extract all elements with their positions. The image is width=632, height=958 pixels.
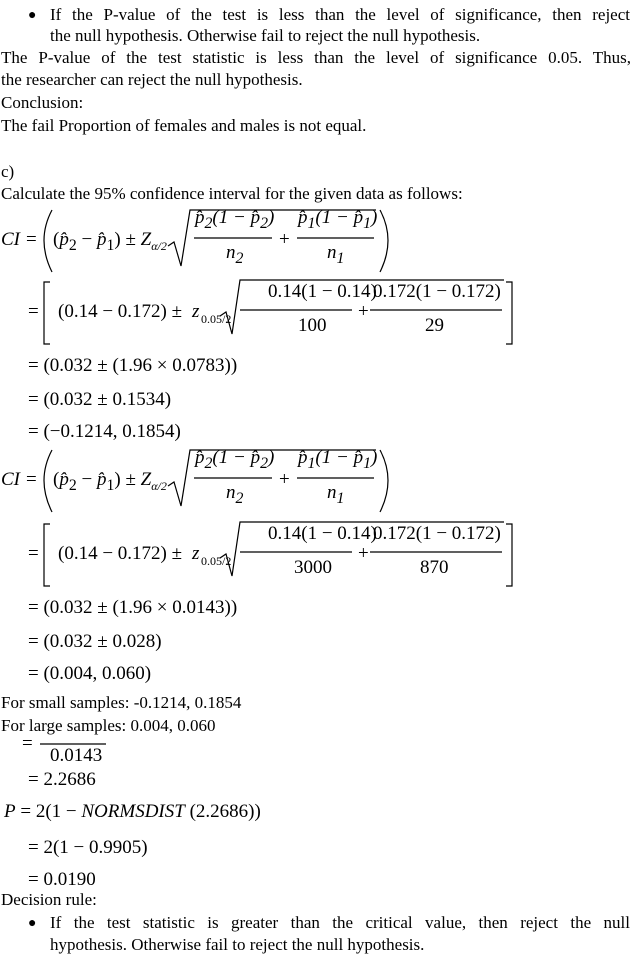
numerator-1: 0.14(1 − 0.14) (268, 281, 377, 302)
z-denominator: 0.0143 (50, 745, 103, 766)
ci-symbol: CI (1, 229, 20, 250)
p-expression: = 2(1 − (20, 801, 82, 822)
bullet-text-line: If the P-value of the test is less than the level of significance, then reject (50, 5, 630, 24)
large-step-2: = (0.032 ± 0.028) (28, 631, 162, 652)
numerator-1: $p̂_1(1$ − $p̂_1$) (298, 207, 378, 232)
diff-term: (0.14 − 0.172) ± (58, 543, 183, 564)
large-step-1: = (0.032 ± (1.96 × 0.0143)) (28, 597, 238, 618)
paragraph-line: The P-value of the test statistic is less than the level of significance 0.05. Thus, (1, 48, 631, 67)
numerator-2: 0.172(1 − 0.172) (373, 523, 501, 544)
denominator-2: 29 (425, 315, 444, 336)
part-label: c) (1, 162, 15, 181)
summary-large: For large samples: 0.004, 0.060 (1, 716, 216, 735)
numerator-1: 0.14(1 − 0.14) (268, 523, 377, 544)
denominator-2: $n_2$ (226, 242, 244, 267)
p-step-1: = 2(1 − 0.9905) (28, 837, 148, 858)
decision-label: Decision rule: (1, 890, 97, 909)
p-symbol: P (4, 801, 16, 822)
z-subscript: 0.05/2 (201, 312, 232, 326)
bullet-text-line: hypothesis. Otherwise fail to reject the null hypothesis. (50, 935, 425, 954)
document-page: ● If the P-value of the test is less than the level of significance, then reject the null hypothesis. Otherwise fail to reject the null hypothesis. The P-value of the test statistic is less than the level of significance 0.05. Thus, the researcher can reject the null hypothesis. Conclusion: The fail Proportion of females and males is not equal. c) Calculate the 95% confidence interval for the given data as follows: CI = ($p̂_2$ − $p̂_1) \pm Z_{\alpha/2}$ $p̂_2(1$ − $p̂_2$) $n_2$ + $p̂_1(1$ − $p̂_1$) $n_1$ = (0.14 − 0.172) ± z 0.05/2 0.14(1 − 0.14) 100 + 0.172(1 − 0.172) 29 = (0.032 ± (1.96 × 0.0783)) = (0.032 ± 0.1534) = (−0.1214, 0.1854) CI = ($p̂_2$ − $p̂_1) \pm Z_{\alpha/2}$ $p̂_2(1$ − $p̂_2$) $n_2$ + $p̂_1(1$ − $p̂_1$) $n_1$ = (0.14 − 0.172) ± z 0.05/2 0.14(1 − 0.14) 3000 + 0.172(1 − 0.172) 870 = (0.032 ± (1.96 × 0.0143)) = (0.032 ± 0.028) = (0.004, 0.060) For small samples: -0.1214, 0.1854 For large samples: 0.004, 0.060 = 0.0143 = 2.2686 P = 2(1 − NORMSDIST (2.2686)) = 2(1 − 0.9905) = 0.0190 Decision rule: ● If the test statistic is greater than the critical value, then reject the null hypothesis. Otherwise fail to reject the null hypothesis. (0, 0, 632, 958)
equals-sign: = (22, 733, 33, 754)
conclusion-label: Conclusion: (1, 93, 84, 112)
small-step-1: = (0.032 ± (1.96 × 0.0783)) (28, 355, 238, 376)
plus-sign: + (358, 301, 369, 322)
z-subscript: 0.05/2 (201, 554, 232, 568)
bullet-dot: ● (28, 8, 37, 23)
plus-sign: + (358, 543, 369, 564)
diff-term: (0.14 − 0.172) ± (58, 301, 183, 322)
small-step-3: = (−0.1214, 0.1854) (28, 421, 181, 442)
bullet-dot: ● (28, 916, 37, 931)
small-step-2: = (0.032 ± 0.1534) (28, 389, 172, 410)
z-result: = 2.2686 (28, 769, 96, 790)
numerator-2: $p̂_2(1$ − $p̂_2$) (195, 207, 275, 232)
equals-sign: = (26, 229, 37, 250)
denominator-1: $n_1$ (327, 242, 345, 267)
plus-sign: + (279, 229, 290, 250)
ci-intro: Calculate the 95% confidence interval for the given data as follows: (1, 184, 463, 203)
p-step-2: = 0.0190 (28, 869, 96, 890)
z-symbol: z (192, 543, 200, 564)
bullet-text-line: the null hypothesis. Otherwise fail to reject the null hypothesis. (50, 26, 481, 45)
z-symbol: z (192, 301, 200, 322)
function-argument: (2.2686)) (189, 801, 261, 822)
conclusion-text: The fail Proportion of females and males is not equal. (1, 116, 367, 135)
normsdist-function: NORMSDIST (81, 801, 185, 822)
denominator-1: 100 (298, 315, 327, 336)
denominator-1: 3000 (294, 557, 332, 578)
denominator-2: 870 (420, 557, 449, 578)
large-step-3: = (0.004, 0.060) (28, 663, 152, 684)
paragraph-line: the researcher can reject the null hypothesis. (1, 70, 303, 89)
bullet-text-line: If the test statistic is greater than the critical value, then reject the null (50, 913, 630, 932)
diff-term: ($p̂_2$ − $p̂_1) \pm Z_{\alpha/2}$ (53, 229, 167, 254)
summary-small: For small samples: -0.1214, 0.1854 (1, 693, 242, 712)
numerator-2: 0.172(1 − 0.172) (373, 281, 501, 302)
